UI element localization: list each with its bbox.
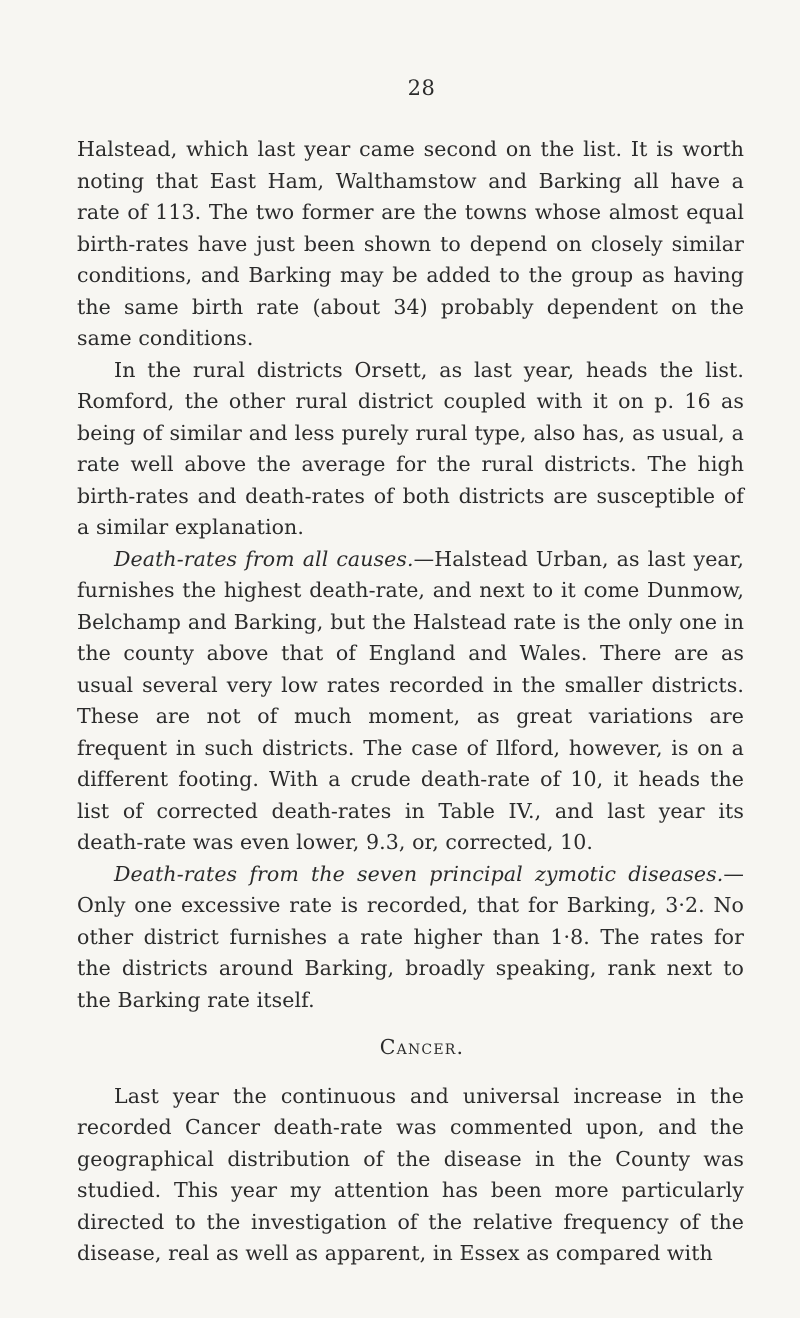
paragraph-cancer: Last year the continuous and universal increase in the recorded Cancer death-rate was commented upon, and the geographical distribution of the disease in the County was studied. This year my attention has been more particularly directed to the investigation of the relative frequency of the disease, real as well as apparent, in Essex as compared with: [77, 1083, 744, 1265]
paragraph-body-zymotic-diseases: —Only one excessive rate is recorded, that for Barking, 3·2. No other district furnishes a rate higher than 1·8. The rates for the districts around Barking, broadly speaking, rank next to the Barking rate itself.: [77, 861, 744, 1012]
paragraph-death-rates-all-causes: [77, 544, 744, 859]
paragraph-zymotic-diseases: [77, 859, 744, 1017]
paragraph-lead-death-rates-all-causes: Death-rates from all causes.: [114, 546, 414, 571]
paragraph-rural-districts: In the rural districts Orsett, as last year, heads the list. Romford, the other rural district coupled with it on p. 16 as being of similar and less purely rural type, also has, as usual, a rate well above the average for the rural districts. The high birth-rates and death-rates of both districts are susceptible of a similar explanation.: [77, 357, 744, 539]
paragraph-halstead-continuation: Halstead, which last year came second on the list. It is worth noting that East Ham, Walthamstow and Barking all have a rate of 113. The two former are the towns whose almost equal birth-rates have just been shown to depend on closely similar conditions, and Barking may be added to the group as having the same birth rate (about 34) probably dependent on the same conditions.: [77, 137, 744, 350]
page-number: 28: [407, 76, 436, 100]
paragraph-body-death-rates-all-causes: —Halstead Urban, as last year, furnishes the highest death-rate, and next to it come Dunmow, Belchamp and Barking, but the Halstead rate is the only one in the county above that of England and Wales. There are as usual several very low rates recorded in the smaller districts. These are not of much moment, as great variations are frequent in such districts. The case of Ilford, however, is on a different footing. With a crude death-rate of 10, it heads the list of corrected death-rates in Table IV., and last year its death-rate was even lower, 9.3, or, corrected, 10.: [77, 546, 745, 854]
paragraph-lead-zymotic-diseases: Death-rates from the seven principal zymotic diseases.: [114, 861, 724, 886]
section-heading-cancer: Cancer.: [379, 1035, 465, 1059]
